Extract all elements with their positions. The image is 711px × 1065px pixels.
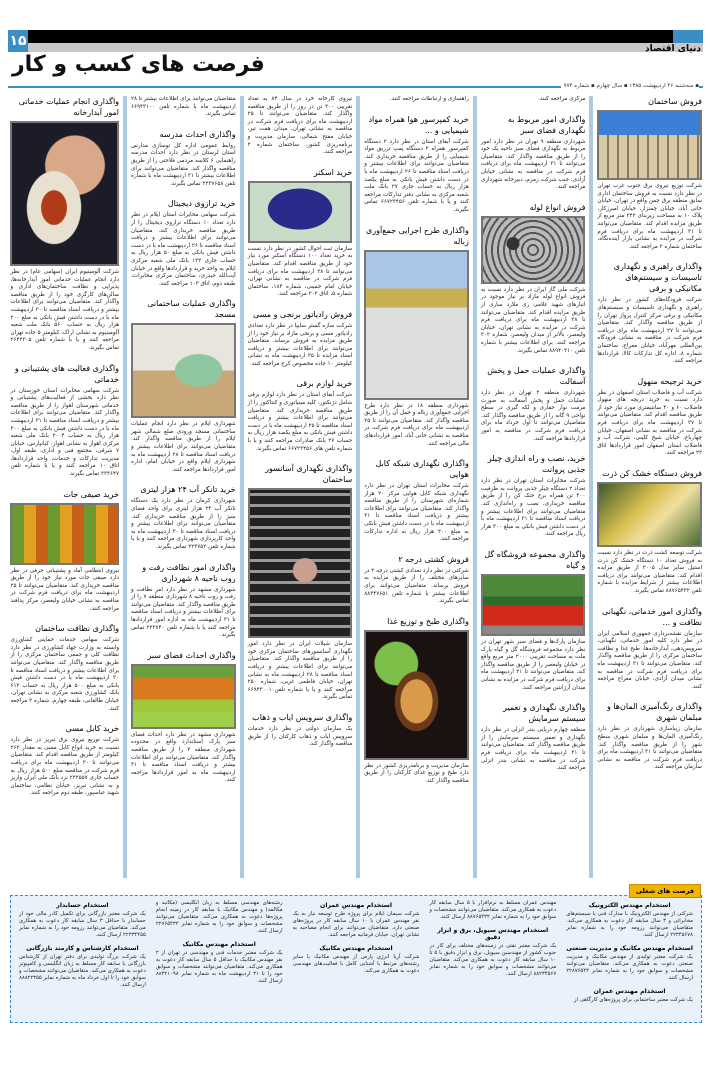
jobs-column-5 [14, 900, 151, 1018]
classified-ad [364, 458, 469, 544]
column-3 [356, 96, 473, 878]
classified-ad [597, 376, 702, 458]
ad-title: واگذاری طبخ و توزیع غذا [387, 616, 469, 626]
ad-body: شرکت آبفای استان در نظر دارد لوازم برقی شامل دژنکتور، کلید مینیاتوری و کنتاکتور را از طریق مناقصه خریداری کند. متقاضیان می‌توانند برای اطلاعات بیشتر و دریافت اسناد مناقصه تا ۲۵ اردیبهشت ماه با در دست داشتن فیش بانکی به مبلغ یکصد هزار ریال به حساب ۲۷ بانک صادرات مراجعه کنند و یا با شماره تلفن های ۶۶۷۲۳۴۵۶ تماس بگیرند. [247, 392, 353, 452]
ad-title: واگذاری عملیات حمل و پخش آسفالت [487, 366, 586, 387]
classified-ad [131, 484, 236, 551]
ad-body: شهرداری کرمان در نظر دارد یک دستگاه تانکر آب ۲۴ هزار لیتری برای واحد فضای سبز را از طریق مناقصه خریداری کند. متقاضیان می‌توانند برای اطلاعات بیشتر و دریافت اسناد مناقصه تا ۳۰ اردیبهشت ماه به واحد کارپردازی شهرداری مراجعه کنند و یا با شماره تلفن ۲۲۳۷۵۲ تماس بگیرند. [131, 498, 236, 550]
ad-title: فروش ساختمان [648, 97, 702, 106]
ad-title: واگذاری انجام عملیات خدماتی امور آبدارخانه [18, 97, 120, 117]
ad-title: خرید ترجیحه منهول [637, 376, 702, 386]
classified-ad [248, 96, 353, 157]
classified-ad [481, 549, 586, 692]
jobs-section [10, 895, 702, 1023]
vegetables-photo [10, 503, 119, 565]
column-1 [589, 96, 706, 878]
header-gray-band [8, 43, 703, 52]
column-2 [473, 96, 590, 878]
ad-body: روابط عمومی اداره کل نوسازی مدارس استان لرستان در نظر دارد احداث مدرسه راهنمایی ۶ کلاسه مردمی فلاحتی را از طریق مناقصه واگذار کند. متقاضیان می‌توانند برای اطلاعات بیشتر تا ۳۱ اردیبهشت ماه با شماره تلفن ۲۲۳۷۶۵۸ تماس بگیرند. [131, 142, 236, 187]
column-5 [123, 96, 240, 878]
ad-title: فروش کشتی درجه ۲ [398, 554, 469, 564]
classified-ad [481, 202, 586, 355]
job-body: شرکت آریا انرژی پارس از مهندس مکانیک یا سایر رشته‌های مرتبط با آشنایی کامل با فعالیت‌های مهندسی دعوت به همکاری می‌کند. [292, 954, 420, 974]
job-title: استخدام مهندس عمران [593, 988, 666, 995]
classified-ad [131, 298, 236, 474]
ad-title: خرید اسکنر [313, 167, 353, 177]
ad-title: خرید تانکر آب ۲۴ هزار لیتری [140, 485, 236, 495]
classified-ad [481, 702, 586, 773]
ad-body: شرکت سازه گستر سایپا در نظر دارد تعدادی رادیاتور مسی و برنجی مازاد بر نیاز خود را از طریق مزایده به فروش برساند. متقاضیان می‌توانند برای اطلاعات بیشتر و دریافت اسناد مزایده تا ۲۵ اردیبهشت ماه به نشانی کیلومتر ۱۰ جاده مخصوص کرج مراجعه کنند. [247, 322, 353, 367]
classified-columns [6, 96, 706, 878]
ad-body: شهرداری منطقه ۲ تهران در نظر دارد عملیات حمل و پخش آسفالت به صورت مرمت نوار حفاری و لکه گیری در سطح نواحی ۹ گانه را از طریق مناقصه واگذار کند. متقاضیان می‌توانند تا اول خرداد ماه برای دریافت فرم شرکت در مناقصه به امور قراردادها مراجعه کنند. [480, 390, 586, 442]
job-title: استخدام حسابدار [56, 902, 109, 909]
ad-title: فروش انواع لوله [529, 202, 586, 212]
scanner-photo [248, 181, 353, 243]
ad-title: خرید لوازم برقی [296, 379, 353, 389]
ad-body: راهسازی و ارتباطات مراجعه کنند. [389, 96, 469, 102]
ad-body: شرکت مخابرات استان تهران در نظر دارد تعداد ۲ دستگاه چیلر جذبی پروانت به ظرفیت ۴۰۰ تن همراه برج خنک کن را از طریق مناقصه خریداری، نصب و راه‌اندازی کند. متقاضیان می‌توانند برای اطلاعات بیشتر و دریافت اسناد مناقصه تا ۳۱ اردیبهشت ماه با در دست داشتن فیش بانکی به مبلغ ۳۰۰ هزار ریال مراجعه کنند. [480, 478, 586, 538]
classified-ad [481, 114, 586, 192]
ad-title: خرید کابل مسی [65, 724, 120, 734]
job-body: یک شرکت بزرگ تولیدی برای دفتر تهران از کارشناس بازرگانی با سابقه کار مسلط به زبان انگلیسی و کامپیوتر دعوت به همکاری می‌کند. متقاضیان می‌توانند مشخصات و سوابق خود را تا اول خرداد ماه به شماره نمابر ۸۸۸۲۲۳۵۵ ارسال کنند. [19, 954, 146, 988]
classified-ad [248, 463, 353, 702]
ad-body: نیروی کارخانه خرد در سال ۸۴ به تعداد تقریبی ۳۰۰ تن در روز را از طریق مناقصه واگذار کند. متقاضیان می‌توانند تا ۲۵ اردیبهشت ماه برای دریافت فرم شرکت در مناقصه به نشانی تهران، میدان هفت تیر، خیابان مفتح شمالی، سازمان مدیریت و برنامه‌ریزی کشور، ساختمان شماره ۲ مراجعه کنند. [247, 96, 353, 156]
ad-body: شرکت آلومینیوم ایران (سهامی عام) در نظر دارد انجام عملیات خدماتی امور آبدارخانه‌ها، پذیرایی و نظافت ساختمان‌های اداری و سالن‌های کارگری خود را از طریق مناقصه واگذار کند. متقاضیان می‌توانند برای اطلاعات بیشتر و دریافت اسناد مناقصه تا ۲۰ اردیبهشت ماه با در دست داشتن فیش بانکی به مبلغ ۲۰۰ هزار ریال به حساب ۵۶۰ بانک ملت شعبه آلومینیوم به نشانی اراک، کیلومتر ۵ جاده تهران مراجعه کنند و یا با شماره تلفن ۲۶۴۲۳۰۵ تماس بگیرند. [10, 269, 120, 351]
ad-body: متقاضیان می‌توانند برای اطلاعات بیشتر تا ۲۸ اردیبهشت ماه با شماره تلفن ۶۶۹۴۳۱۰۰ تماس بگیرند. [131, 96, 236, 118]
column-4 [240, 96, 357, 878]
classified-ad [364, 554, 469, 606]
ad-title: واگذاری امور نظافت رفت و روب ناحیه ۸ شهرداری [142, 562, 236, 583]
classified-ad [131, 650, 236, 785]
classified-ad [248, 167, 353, 299]
job-title: استخدام مهندس الکترونیک [588, 902, 671, 909]
classified-ad [364, 96, 469, 104]
ad-title: واگذاری مجموعه فروشگاه گل و گیاه [484, 550, 586, 570]
classified-ad [481, 365, 586, 443]
ad-body: سازمان مدیریت و برنامه‌ریزی کشور در نظر دارد طبخ و توزیع غذای کارکنان را از طریق مناقصه واگذار کند. [364, 762, 469, 784]
page-title: فرصت های کسب و کار [12, 52, 265, 77]
ad-title: واگذاری امور خدماتی، نگهبانی نظافت و ... [602, 606, 702, 627]
ad-body: شهرداری مشهد در نظر دارد احداث فضای سبز پارک استاندارد واقع در محدوده شهرداری منطقه ۲ را از طریق مناقصه واگذار کند. متقاضیان می‌توانند برای اطلاعات بیشتر و دریافت اسناد مناقصه تا ۳۱ اردیبهشت ماه به امور قراردادها مراجعه کنند. [131, 731, 236, 784]
job-title: استخدام مهندس مکانیک [319, 945, 393, 952]
ad-title: واگذاری احداث فضای سبز [147, 650, 236, 660]
job-body: یک شرکت معتبر نفتی در زمینه‌های مختلف برای کار در جنوب کشور از مهندسین سیویل، برق و ابزار دقیق با ۵ تا ۱۰ سال سابقه کار دعوت به همکاری می‌کند. متقاضیان می‌توانند مشخصات و سوابق خود را به شماره نمابر ۸۸۲۳۴۵۶۷ ارسال کنند. [429, 943, 557, 977]
classified-ad [10, 96, 119, 353]
classified-ad [597, 96, 702, 251]
ad-body: سازمان پارک‌ها و فضای سبز شهر تهران در نظر دارد مجموعه فروشگاه گل و گیاه پارک ملت به مساحت تقریبی ۲۰۰۰ متر مربع واقع در خیابان ولیعصر را از طریق مناقصه واگذار کند. متقاضیان می‌توانند تا ۳۱ اردیبهشت ماه برای دریافت فرم شرکت در مزایده به نشانی میدان آرژانتین مراجعه کنند. [480, 639, 586, 691]
classified-ad [131, 129, 236, 189]
ad-title: خرید صیفی جات [63, 489, 120, 499]
classified-ad [597, 701, 702, 772]
newspaper-logo: دنیای اقتصاد [645, 44, 701, 54]
ad-title: واگذاری راهبری و نگهداری تاسیسات و سیستم‌های مکانیکی و برقی [613, 262, 702, 294]
ad-body: شرکت مخابرات استان تهران در نظر دارد نگهداری شبکه کابل هوایی مرکز ۲۰ هزار شماره‌ای شهرستان را از طریق مناقصه واگذار کند. متقاضیان می‌توانند برای اطلاعات بیشتر و دریافت اسناد مناقصه تا ۳۱ اردیبهشت ماه با در دست داشتن فیش بانکی به مبلغ ۳۰۰ هزار ریال به اداره تدارکات مراجعه کنند. [364, 483, 469, 543]
ad-body: شرکت آب و فاضلاب استان اصفهان در نظر دارد نسبت به خرید دریچه های منهول فاضلاب ۶۰ و ۴۰ سانتیمتری مورد نیاز خود از طریق مناقصه اقدام کند. متقاضیان می‌توانند تا ۲۷ اردیبهشت ماه برای دریافت فرم شرکت در مناقصه به نشانی اصفهان، خیابان چهارباغ، خیابان شیخ کلینی، شرکت آب و فاضلاب استان اصفهان امور قراردادها اتاق ۲۲ مراجعه کنند. [597, 389, 702, 457]
classified-ad [248, 309, 353, 369]
classified-ad [364, 114, 469, 215]
ad-title: واگذاری سرویس ایاب و ذهاب [252, 712, 353, 722]
ad-title: خرید ترازوی دیجیتال [167, 199, 236, 209]
job-body: شرکت سیمان ایلام برای پروژه طرح توسعه نیاز به یک نفر مهندس عمران با ۱۰ سال سابقه کار در پروژه‌های صنعتی دارد. متقاضیان می‌توانند برای انجام مصاحبه به نشانی تهران، خیابان فرمانیه مراجعه کنند. [292, 911, 420, 938]
job-body: شرکتی از مهندس الکترونیک با مدارک فنی با سیستم‌های مخابراتی و ۳ سال سابقه کار دعوت به همکاری می‌کند. متقاضیان می‌توانند رزومه خود را به شماره نمابر ۲۲۳۴۵۶۷۸ ارسال کنند. [566, 911, 693, 938]
corn-photo [597, 482, 702, 547]
jobs-column-1 [561, 900, 698, 1018]
classified-ad [10, 489, 119, 614]
ad-body: یک سازمان دولتی در نظر دارد خدمات سرویس ایاب و ذهاب کارکنان را از طریق مناقصه واگذار کند. [247, 725, 353, 748]
classified-ad [597, 468, 702, 596]
column-6 [6, 96, 123, 878]
page-number: ۱۵ [8, 30, 28, 52]
classified-ad [131, 96, 236, 119]
mosque-photo [131, 323, 236, 418]
ad-title: فروش رادیاتور برنجی و مسی [252, 309, 353, 319]
dateline: ▪ سه‌شنبه ۲۶ اردیبهشت ۱۳۸۵ ▪ سال چهارم ▪ شماره ۹۷۴ [561, 83, 699, 89]
jobs-column-2 [424, 900, 561, 1018]
forest-photo [131, 664, 236, 729]
job-title: استخدام مهندس سیویل، برق و ابزار دقیق [437, 927, 549, 941]
ad-body: شرکت سهامی خدمات حمایتی کشاورزی وابسته به وزارت جهاد کشاورزی در نظر دارد نظافت کلی و جمعی ساختمان مرکزی را از طریق مناقصه واگذار کند. متقاضیان می‌توانند برای اطلاعات بیشتر و دریافت اسناد مناقصه تا ۳۰ اردیبهشت ماه با در دست داشتن فیش بانکی به مبلغ ۵۰۰ هزار ریال به حساب ۶۱۲ بانک کشاورزی شعبه مرکزی به نشانی تهران، خیابان طالقانی، طبقه چهارم، شماره ۳ مراجعه کنند. [10, 637, 120, 712]
classified-ad [597, 261, 702, 365]
ad-body: شرکت توسعه کشت ذرت در نظر دارد نسبت به فروش تعداد ۱۰ دستگاه خشک کن ذرت استیل سایز مدل ۲۰۰۵ از طریق مزایده اقدام کند. متقاضیان می‌توانند برای دریافت اطلاعات بیشتر از شرایط مزایده با شماره تلفن ۸۸۷۶۵۴۳۲ تماس بگیرند. [597, 550, 702, 594]
classified-ad [597, 606, 702, 692]
ad-title: واگذاری فعالیت های پشتیبانی و خدماتی [14, 363, 120, 384]
header-bar [8, 30, 703, 43]
elevator-photo [248, 488, 353, 638]
jobs-column-4 [151, 900, 288, 1018]
classified-ad [131, 562, 236, 640]
ad-title: فروش دستگاه خشک کن ذرت [602, 469, 702, 479]
building-photo [597, 110, 702, 180]
ad-title: واگذاری رنگ‌آمیزی المان‌ها و مبلمان شهری [606, 702, 702, 723]
ad-body: مرکزی مراجعه کنند. [538, 96, 586, 102]
classified-ad [364, 616, 469, 786]
classified-ad [10, 623, 119, 713]
ad-body: سازمان شیلات ایران در نظر دارد امور نگهداری آسانسورهای ساختمان مرکزی خود را از طریق مناقصه واگذار کند. متقاضیان می‌توانند برای اطلاعات بیشتر و دریافت اسناد مناقصه تا ۲۸ اردیبهشت ماه به نشانی تهران، خیابان فاطمی غربی، شماره ۲۵۰ مراجعه کنند و یا با شماره تلفن ۶۶۹۴۳۰۰۱ تماس بگیرند. [247, 641, 353, 701]
ad-title: واگذاری طرح اجرایی جمع‌آوری زباله [366, 225, 469, 246]
burger-photo [364, 630, 469, 760]
ad-body: شرکتی در نظر دارد تعدادی کشتی درجه ۲ در سایزهای مختلف را از طریق مزایده به فروش برساند. متقاضیان می‌توانند برای اطلاعات بیشتر با شماره تلفن ۸۸۳۴۷۶۵۱ تماس بگیرند. [364, 567, 469, 605]
ad-body: سازمان زیباسازی شهرداری در نظر دارد رنگ‌آمیزی المان‌ها و مبلمان شهری سطح شهر را از طریق مناقصه واگذار کند. متقاضیان می‌توانند تا ۳۱ اردیبهشت ماه برای دریافت فرم شرکت در مناقصه به نشانی سازمان مراجعه کنند. [597, 726, 703, 771]
pipes-photo [481, 216, 586, 284]
logo-accent [673, 30, 703, 43]
job-title: استخدام کارشناس و کارمند بازرگانی [26, 945, 139, 952]
ad-body: شهرداری مشهد در نظر دارد امر نظافت و رفت و روب ناحیه ۸ شهرداری منطقه ۷ را از طریق مناقصه واگذار کند. متقاضیان می‌توانند برای اطلاعات بیشتر و دریافت اسناد مناقصه تا ۳۱ اردیبهشت ماه به اداره امور قراردادها مراجعه کنند یا با شماره تلفن ۲۲۳۷۴۰ تماس بگیرند. [131, 586, 236, 639]
ad-title: واگذاری نگهداری شبکه کابل هوایی [375, 459, 469, 480]
classified-ad [10, 363, 119, 479]
ad-body: شرکت سهامی مخابرات استان خوزستان در نظر دارد بخشی از فعالیت‌های پشتیبانی و خدماتی شهرستان اهواز را از طریق مناقصه واگذار کند. متقاضیان می‌توانند برای اطلاعات بیشتر و دریافت اسناد مناقصه تا ۳۱ اردیبهشت ماه با در دست داشتن فیش بانکی به مبلغ ۳۰۰ هزار ریال به حساب ۲۰۰۴ بانک ملی شعبه مرکزی اهواز به نشانی اهواز، کیانپارس، خیابان ۷ شرقی، مجتمع فنی و اداری، طبقه اول، مدیریت تدارکات و خدمات، واحد قراردادها، اتاق ۱۰ مراجعه کنند و یا با شماره تلفن ۳۳۳۶۴۷ تماس بگیرند. [10, 387, 120, 478]
ad-title: خرید، نصب و راه اندازی چیلر جذبی پروانت [487, 454, 586, 475]
ad-body: شرکت فرودگاه‌های کشور در نظر دارد راهبری و نگهداری تاسیسات و سیستم‌های مکانیکی و برقی مرکز کنترل پرواز تهران را از طریق مناقصه واگذار کند. متقاضیان می‌توانند تا ۲۷ اردیبهشت ماه برای دریافت فرم شرکت در مناقصه به نشانی فرودگاه بین‌المللی مهرآباد، خیابان معراج، ساختمان شماره ۸، اداره کل تدارکات کالا، قراردادها مراجعه کنند. [597, 297, 702, 365]
ad-title: واگذاری احداث مدرسه [159, 129, 236, 139]
classified-ad [248, 378, 353, 453]
ad-body: منطقه چهارم دریایی بندر انزلی در نظر دارد نگهداری و تعمیر سیستم سرمایش را از طریق مناقصه واگذار کند. متقاضیان می‌توانند تا ۳۱ اردیبهشت ماه برای دریافت فرم شرکت در مناقصه به نشانی بندر انزلی مراجعه کنند. [480, 727, 586, 772]
ad-body: شرکت آبفای استان در نظر دارد ۲ دستگاه کمپرسور همراه ۲ دستگاه پمپ تزریق مواد شیمیایی را از طریق مناقصه خریداری کند. متقاضیان می‌توانند برای اطلاعات بیشتر و دریافت اسناد مناقصه تا ۲۶ اردیبهشت ماه با در دست داشتن فیش بانکی به مبلغ یکصد هزار ریال به حساب جاری ۲۷ بانک ملت شعبه مرکزی به نشانی دفتر تدارکات مراجعه کنند و یا با شماره تلفن ۶۶۷۲۳۴۵۶ تماس بگیرند. [364, 138, 469, 213]
classified-ad [248, 712, 353, 749]
job-body: یک شرکت معتبر خدمات فنی و مهندسی در تهران از ۲ نفر مهندس مکانیک با حداقل ۵ سال سابقه کار دعوت به همکاری می‌کند. متقاضیان می‌توانند مشخصات و سوابق خود را تا ۳۱ اردیبهشت ماه به شماره نمابر ۸۸۳۲۱۰۹۸ ارسال کنند. [155, 950, 283, 984]
classified-ad [131, 198, 236, 288]
ad-body: شهرداری ایلام در نظر دارد انجام عملیات ساختمانی مسجد ورودی ضلع شمالی شهر ایلام را از طریق مناقصه واگذار کند. متقاضیان می‌توانند برای اطلاعات بیشتر و دریافت اسناد مناقصه تا ۲۸ اردیبهشت ماه به شهرداری ایلام واقع در خیابان امام، اداره امور قراردادها مراجعه کنند. [131, 421, 236, 473]
job-body: یک شرکت معتبر تولیدی از مهندس مکانیک و مدیریت صنعتی دعوت به همکاری می‌کند. متقاضیان می‌توانند مشخصات و سوابق خود را به شماره نمابر ۲۲۸۷۶۵۴۳ ارسال کنند. [566, 954, 693, 981]
classified-ad [364, 225, 469, 449]
ad-body: سازمان نقشه‌برداری جمهوری اسلامی ایران در نظر دارد کلیه امور خدماتی، نگهبانی، سرویس‌دهی، آبدارخانه‌ها، طبخ غذا و نظافت ساختمان مرکزی را از طریق مناقصه واگذار کند. متقاضیان می‌توانند تا ۳۱ اردیبهشت ماه برای دریافت فرم شرکت در مناقصه به نشانی میدان آزادی، خیابان معراج مراجعه کنند. [597, 630, 702, 690]
job-body: یک شرکت معتبر بازرگانی برای تکمیل کادر مالی خود از حسابدار با حداقل ۳ سال سابقه کار دعوت به همکاری می‌کند. متقاضیان می‌توانند رزومه خود را به شماره نمابر ۲۲۳۳۴۴۵۵ ارسال کنند. [19, 911, 146, 938]
ad-title: واگذاری نگهداری و تعمیر سیستم سرمایش [503, 703, 586, 724]
ad-title: واگذاری نگهداری آسانسور ساختمان [265, 464, 353, 485]
tea-photo [10, 121, 119, 266]
ad-title: خرید کمپرسور هوا همراه مواد شیمیایی و ... [368, 114, 469, 135]
job-body: یک شرکت معتبر ساختمانی برای پروژه‌های کارگاهی از [573, 997, 693, 1003]
garbage-photo [364, 250, 469, 400]
ad-body: شرکت ملی گاز ایران در نظر دارد نسبت به فروش انواع لوله مازاد بر نیاز موجود در انبارهای شهید غلامی ری ملارد ساری از طریق مزایده اقدام کند. متقاضیان می‌توانند تا ۲۸ اردیبهشت ماه برای دریافت فرم شرکت در مزایده به نشانی تهران، خیابان ولیعصر، بالاتر از میدان ولیعصر، شماره ۲۰۲ مراجعه کنند. برای اطلاعات بیشتر با شماره تلفن ۸۸۹۴۰۲۱۰ تماس بگیرند. [480, 286, 586, 354]
job-title: استخدام مهندس مکانیک [182, 941, 256, 948]
flowers-photo [481, 574, 586, 636]
job-body: رشته‌های مهندسی مسلط به زبان انگلیسی (مکاتبه و مکالمه) و مهندس مکانیک با سابقه کار در زمینه انجام پروژه‌ها دعوت به همکاری می‌کند. متقاضیان می‌توانند مشخصات و سوابق خود را به شماره نمابر ۲۲۷۶۵۴۳۲ ارسال کنند. [155, 900, 283, 934]
ad-body: شرکت سهامی مخابرات استان ایلام در نظر دارد تعداد ۱۰ دستگاه ترازوی دیجیتال را از طریق مناقصه خریداری کند. متقاضیان می‌توانند برای اطلاعات بیشتر و دریافت اسناد مناقصه تا ۲۶ اردیبهشت ماه با در دست داشتن فیش بانکی به مبلغ ۵۰ هزار ریال به حساب جاری ۱۳۲ بانک ملی شعبه مرکزی ایلام به واحد خرید و قراردادها واقع در خیابان آیت‌الله حیدری، ساختمان مرکزی مخابرات، طبقه دوم، اتاق ۱۰۳ مراجعه کنند. [131, 212, 236, 287]
classified-ad [10, 723, 119, 798]
ad-body: شهرداری منطقه ۹ تهران در نظر دارد امور مربوط به نگهداری فضای سبز ناحیه یک خود را از طریق مناقصه واگذار کند. متقاضیان می‌توانند تا ۳۱ اردیبهشت ماه برای دریافت فرم شرکت در مناقصه به نشانی خیابان آزادی، جنب شرکت زمزم، دبیرخانه شهرداری مراجعه کنند. [480, 138, 586, 191]
ad-title: واگذاری امور مربوط به نگهداری فضای سبز [507, 114, 586, 135]
ad-title: واگذاری نظافت ساختمان [35, 624, 120, 634]
job-title: استخدام مهندس عمران [320, 902, 392, 909]
jobs-section-title: فرصت های شغلی [629, 884, 701, 898]
job-title: استخدام مهندس مکانیک و مدیریت صنعتی [566, 945, 693, 952]
ad-body: شهرداری منطقه ۱۸ در نظر دارد طرح اجرایی جمع‌آوری زباله و حمل آن را از طریق مناقصه واگذار کند. متقاضیان می‌توانند تا ۲۵ اردیبهشت ماه برای دریافت فرم شرکت در مناقصه به نشانی خانی آباد، امور قراردادهای مالی مراجعه کنند. [364, 402, 469, 447]
job-body: مهندس عمران مسلط به نرم‌افزار با ۵ سال سابقه کار دعوت به همکاری می‌کند. متقاضیان می‌توانند مشخصات و سوابق خود را به شماره نمابر ۸۸۷۶۵۴۳۲ ارسال کنند. [429, 900, 557, 920]
jobs-column-3 [288, 900, 425, 1018]
ad-body: شرکت توزیع نیروی برق تبریز در نظر دارد نسبت به خرید انواع کابل مسی به مقدار ۲۶۲ کیلومتر از طریق مناقصه اقدام کند. متقاضیان می‌توانند تا ۳۰ اردیبهشت ماه برای دریافت فرم شرکت در مناقصه مبلغ ۵۰۰ هزار ریال به حساب جاری ۲۲۲۵۵۷ نزد بانک ملی ایران واریز و به نشانی تبریز، خیابان نظامی، ساختمان شهید عباسپور، طبقه دوم مراجعه کنند. [10, 737, 120, 797]
ad-body: نیروی انتظامی آماد و پشتیبانی حرفی در نظر دارد صیفی جات مورد نیاز خود را از طریق مناقصه خریداری کند. متقاضیان می‌توانند تا ۲۵ اردیبهشت ماه برای دریافت فرم شرکت در مناقصه به نشانی خیابان ولیعصر، مرکز پدافند مراجعه کنند. [10, 567, 120, 612]
ad-body: سازمان ثبت احوال کشور در نظر دارد نسبت به خرید تعداد ۱۰۰ دستگاه اسکنر مورد نیاز خود از طریق مناقصه اقدام کند. متقاضیان می‌توانند تا ۲۸ اردیبهشت ماه برای دریافت فرم شرکت در مناقصه به نشانی تهران، خیابان امام خمینی، شماره ۱۸۴، ساختمان شماره ۵، اتاق ۲۰۲ مراجعه کنند. [247, 245, 353, 298]
ad-title: واگذاری عملیات ساختمانی مسجد [147, 299, 236, 320]
ad-body: شرکت توزیع نیروی برق جنوب غرب تهران در نظر دارد نسبت به فروش ساختمان اداری سابق منطقه برق چمن واقع در تهران، خیابان خانی آباد، خیابان چمنزار، خیابان امیرزکار، پلاک ۱۰ به مساحت زیربنای ۲۴۲ متر مربع از طریق مزایده اقدام کند. متقاضیان می‌توانند تا ۳۱ اردیبهشت ماه برای دریافت فرم شرکت در مزایده به نشانی بازار آینده‌نگاه، ساختمان شماره ۲ مراجعه کنند. [597, 183, 702, 250]
classified-ad [481, 96, 586, 104]
classified-ad [481, 453, 586, 539]
